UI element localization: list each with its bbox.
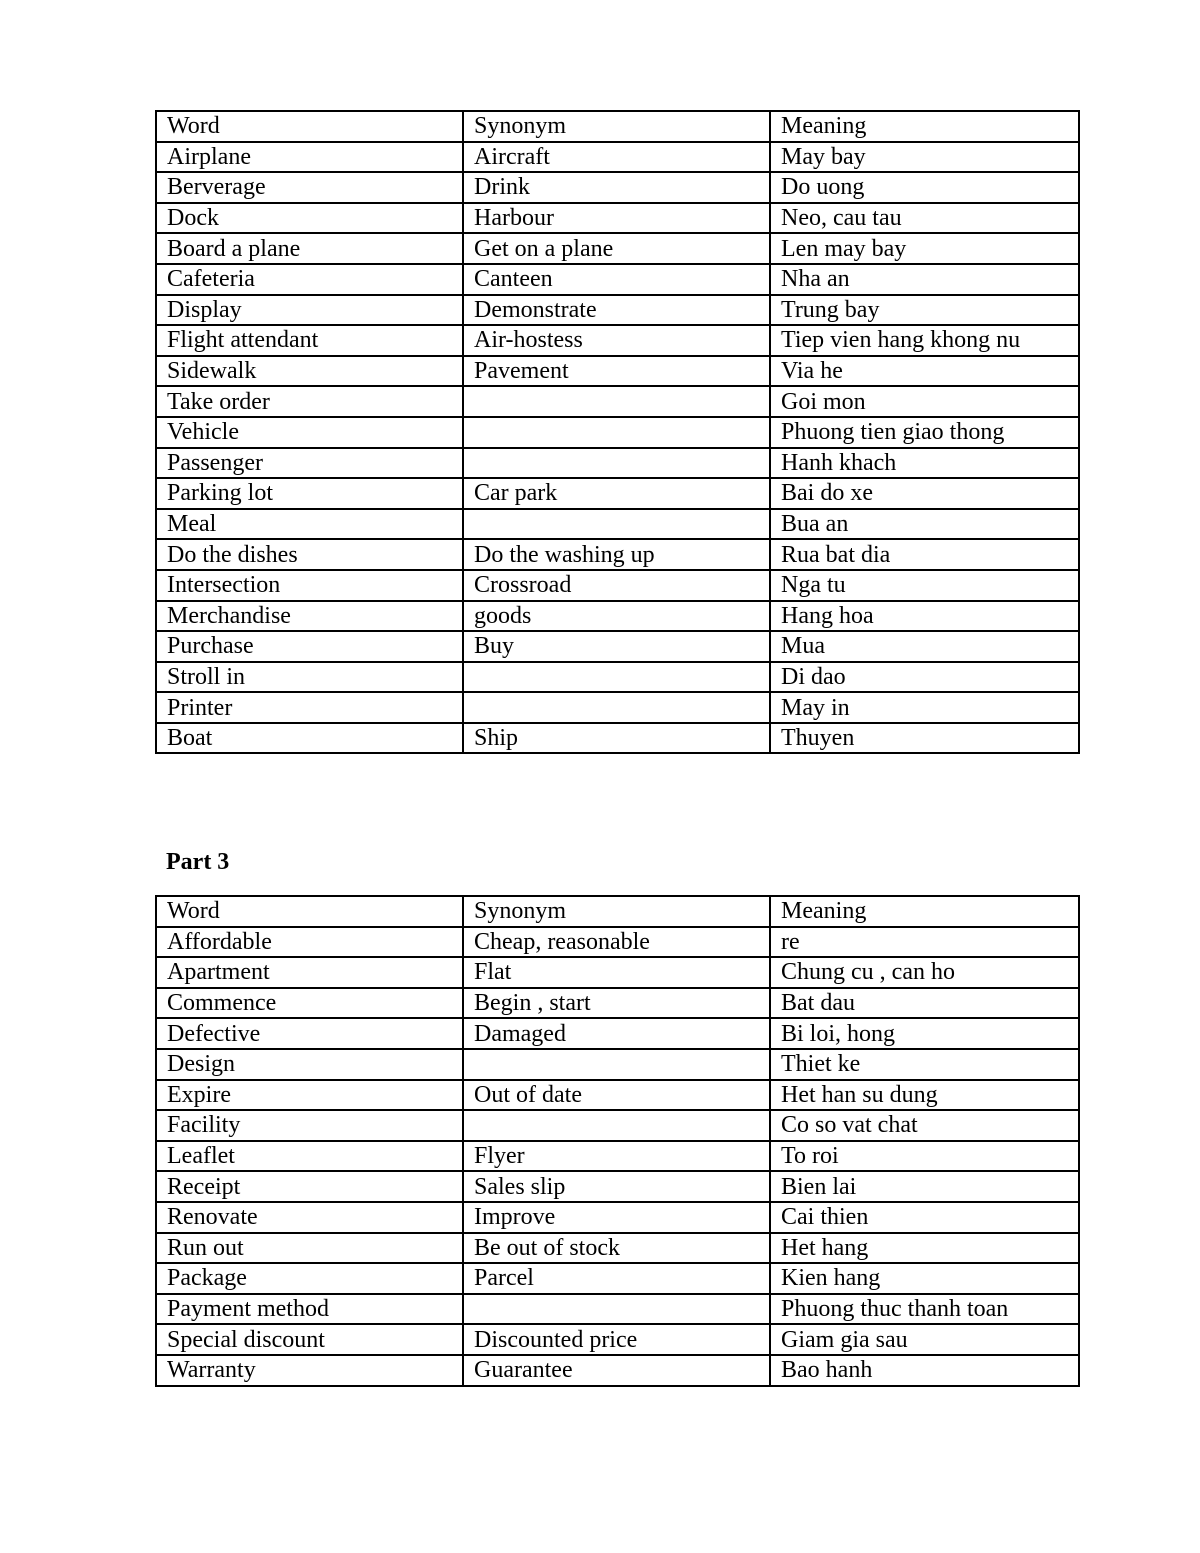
table-row: [156, 692, 1079, 723]
table-row: [156, 1049, 1079, 1080]
synonym-cell: [463, 417, 770, 448]
meaning-cell: re: [770, 927, 1079, 958]
meaning-cell: Cai thien: [770, 1202, 1079, 1233]
word-cell: Intersection: [156, 570, 463, 601]
meaning-cell: Do uong: [770, 172, 1079, 203]
synonym-cell: [463, 386, 770, 417]
meaning-cell: Bi loi, hong: [770, 1018, 1079, 1049]
meaning-cell: Neo, cau tau: [770, 203, 1079, 234]
meaning-cell: Bien lai: [770, 1171, 1079, 1202]
header-word: Word: [156, 111, 463, 142]
meaning-cell: Co so vat chat: [770, 1110, 1079, 1141]
synonym-cell: [463, 1049, 770, 1080]
word-cell: Dock: [156, 203, 463, 234]
meaning-cell: Bao hanh: [770, 1355, 1079, 1386]
table-header-row: [156, 896, 1079, 927]
synonym-cell: Cheap, reasonable: [463, 927, 770, 958]
synonym-cell: Demonstrate: [463, 295, 770, 326]
table-row: [156, 233, 1079, 264]
table-row: [156, 1355, 1079, 1386]
word-cell: Airplane: [156, 142, 463, 173]
synonym-cell: [463, 448, 770, 479]
word-cell: Meal: [156, 509, 463, 540]
word-cell: Flight attendant: [156, 325, 463, 356]
meaning-cell: Kien hang: [770, 1263, 1079, 1294]
table-row: [156, 1294, 1079, 1325]
word-cell: Board a plane: [156, 233, 463, 264]
meaning-cell: Hanh khach: [770, 448, 1079, 479]
meaning-cell: Phuong tien giao thong: [770, 417, 1079, 448]
table-row: [156, 631, 1079, 662]
word-cell: Leaflet: [156, 1141, 463, 1172]
table-row: [156, 356, 1079, 387]
synonym-cell: [463, 509, 770, 540]
vocabulary-table-1: [155, 110, 1080, 754]
table-row: [156, 172, 1079, 203]
synonym-cell: Pavement: [463, 356, 770, 387]
meaning-cell: Thuyen: [770, 723, 1079, 754]
word-cell: Payment method: [156, 1294, 463, 1325]
word-cell: Facility: [156, 1110, 463, 1141]
table-row: [156, 662, 1079, 693]
table-row: [156, 539, 1079, 570]
word-cell: Renovate: [156, 1202, 463, 1233]
header-meaning: Meaning: [770, 111, 1079, 142]
vocabulary-table-2-body: [156, 896, 1079, 1386]
word-cell: Vehicle: [156, 417, 463, 448]
meaning-cell: Len may bay: [770, 233, 1079, 264]
vocabulary-table-2: [155, 895, 1080, 1387]
table-row: [156, 1263, 1079, 1294]
word-cell: Expire: [156, 1080, 463, 1111]
synonym-cell: Canteen: [463, 264, 770, 295]
header-meaning: Meaning: [770, 896, 1079, 927]
meaning-cell: Nha an: [770, 264, 1079, 295]
meaning-cell: Thiet ke: [770, 1049, 1079, 1080]
table-row: [156, 957, 1079, 988]
synonym-cell: Car park: [463, 478, 770, 509]
synonym-cell: Be out of stock: [463, 1233, 770, 1264]
synonym-cell: [463, 692, 770, 723]
synonym-cell: Out of date: [463, 1080, 770, 1111]
synonym-cell: [463, 1110, 770, 1141]
table-row: [156, 478, 1079, 509]
table-row: [156, 601, 1079, 632]
word-cell: Do the dishes: [156, 539, 463, 570]
table-row: [156, 448, 1079, 479]
synonym-cell: Air-hostess: [463, 325, 770, 356]
word-cell: Cafeteria: [156, 264, 463, 295]
word-cell: Merchandise: [156, 601, 463, 632]
meaning-cell: Chung cu , can ho: [770, 957, 1079, 988]
synonym-cell: Flyer: [463, 1141, 770, 1172]
synonym-cell: Guarantee: [463, 1355, 770, 1386]
meaning-cell: Goi mon: [770, 386, 1079, 417]
synonym-cell: Harbour: [463, 203, 770, 234]
meaning-cell: Rua bat dia: [770, 539, 1079, 570]
synonym-cell: Get on a plane: [463, 233, 770, 264]
table-row: [156, 988, 1079, 1019]
word-cell: Affordable: [156, 927, 463, 958]
meaning-cell: Nga tu: [770, 570, 1079, 601]
word-cell: Special discount: [156, 1324, 463, 1355]
word-cell: Warranty: [156, 1355, 463, 1386]
table-row: [156, 1324, 1079, 1355]
table-row: [156, 927, 1079, 958]
word-cell: Take order: [156, 386, 463, 417]
synonym-cell: goods: [463, 601, 770, 632]
synonym-cell: Drink: [463, 172, 770, 203]
table-row: [156, 1110, 1079, 1141]
table-row: [156, 142, 1079, 173]
word-cell: Apartment: [156, 957, 463, 988]
meaning-cell: Giam gia sau: [770, 1324, 1079, 1355]
meaning-cell: Hang hoa: [770, 601, 1079, 632]
synonym-cell: Buy: [463, 631, 770, 662]
header-word: Word: [156, 896, 463, 927]
table-row: [156, 1141, 1079, 1172]
meaning-cell: Phuong thuc thanh toan: [770, 1294, 1079, 1325]
synonym-cell: Improve: [463, 1202, 770, 1233]
meaning-cell: Tiep vien hang khong nu: [770, 325, 1079, 356]
meaning-cell: May in: [770, 692, 1079, 723]
meaning-cell: Het hang: [770, 1233, 1079, 1264]
word-cell: Boat: [156, 723, 463, 754]
synonym-cell: Do the washing up: [463, 539, 770, 570]
vocabulary-table-1-body: [156, 111, 1079, 753]
word-cell: Sidewalk: [156, 356, 463, 387]
meaning-cell: Bai do xe: [770, 478, 1079, 509]
meaning-cell: Mua: [770, 631, 1079, 662]
word-cell: Run out: [156, 1233, 463, 1264]
header-synonym: Synonym: [463, 896, 770, 927]
word-cell: Passenger: [156, 448, 463, 479]
table-row: [156, 325, 1079, 356]
synonym-cell: [463, 1294, 770, 1325]
table-row: [156, 264, 1079, 295]
meaning-cell: Het han su dung: [770, 1080, 1079, 1111]
meaning-cell: To roi: [770, 1141, 1079, 1172]
table-row: [156, 723, 1079, 754]
synonym-cell: [463, 662, 770, 693]
synonym-cell: Begin , start: [463, 988, 770, 1019]
word-cell: Printer: [156, 692, 463, 723]
table-row: [156, 509, 1079, 540]
table-row: [156, 1233, 1079, 1264]
synonym-cell: Flat: [463, 957, 770, 988]
word-cell: Design: [156, 1049, 463, 1080]
word-cell: Package: [156, 1263, 463, 1294]
table-row: [156, 203, 1079, 234]
word-cell: Commence: [156, 988, 463, 1019]
table-row: [156, 570, 1079, 601]
table-header-row: [156, 111, 1079, 142]
meaning-cell: Via he: [770, 356, 1079, 387]
word-cell: Receipt: [156, 1171, 463, 1202]
table-row: [156, 1171, 1079, 1202]
table-row: [156, 1202, 1079, 1233]
synonym-cell: Damaged: [463, 1018, 770, 1049]
word-cell: Berverage: [156, 172, 463, 203]
meaning-cell: May bay: [770, 142, 1079, 173]
part-3-heading: Part 3: [166, 849, 230, 875]
synonym-cell: Aircraft: [463, 142, 770, 173]
word-cell: Parking lot: [156, 478, 463, 509]
synonym-cell: Sales slip: [463, 1171, 770, 1202]
word-cell: Defective: [156, 1018, 463, 1049]
word-cell: Display: [156, 295, 463, 326]
table-row: [156, 386, 1079, 417]
table-row: [156, 417, 1079, 448]
meaning-cell: Di dao: [770, 662, 1079, 693]
meaning-cell: Bat dau: [770, 988, 1079, 1019]
table-row: [156, 295, 1079, 326]
header-synonym: Synonym: [463, 111, 770, 142]
table-row: [156, 1018, 1079, 1049]
meaning-cell: Bua an: [770, 509, 1079, 540]
word-cell: Purchase: [156, 631, 463, 662]
synonym-cell: Discounted price: [463, 1324, 770, 1355]
synonym-cell: Parcel: [463, 1263, 770, 1294]
synonym-cell: Ship: [463, 723, 770, 754]
synonym-cell: Crossroad: [463, 570, 770, 601]
table-row: [156, 1080, 1079, 1111]
word-cell: Stroll in: [156, 662, 463, 693]
meaning-cell: Trung bay: [770, 295, 1079, 326]
